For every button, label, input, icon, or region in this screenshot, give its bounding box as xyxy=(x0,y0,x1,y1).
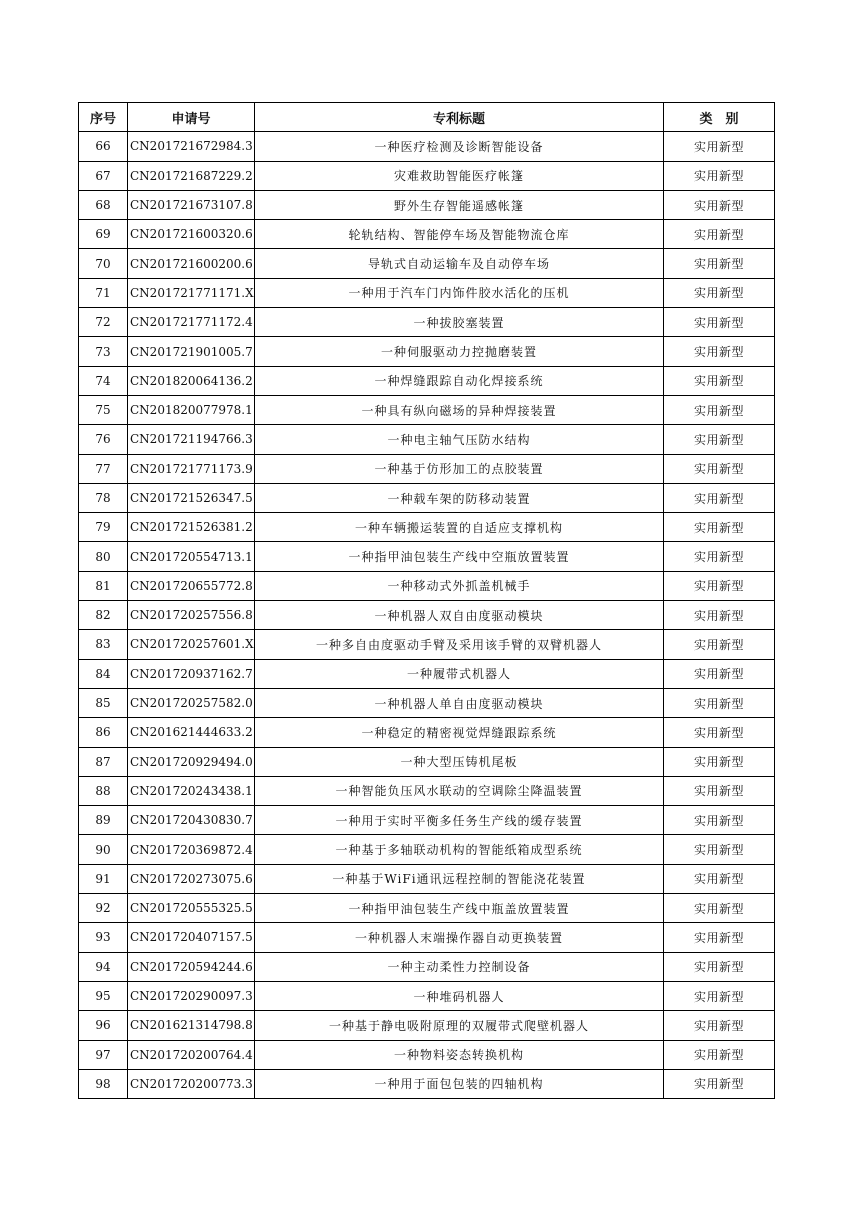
cell-serial-number: 87 xyxy=(79,747,128,776)
cell-patent-title: 一种车辆搬运装置的自适应支撑机构 xyxy=(255,513,664,542)
cell-serial-number: 85 xyxy=(79,688,128,717)
cell-serial-number: 83 xyxy=(79,630,128,659)
cell-category: 实用新型 xyxy=(664,659,775,688)
cell-application-number: CN201721600320.6 xyxy=(128,220,255,249)
cell-application-number: CN201721672984.3 xyxy=(128,132,255,161)
cell-application-number: CN201720257556.8 xyxy=(128,601,255,630)
table-row xyxy=(79,220,775,249)
cell-patent-title: 一种稳定的精密视觉焊缝跟踪系统 xyxy=(255,718,664,747)
cell-serial-number: 82 xyxy=(79,601,128,630)
cell-patent-title: 一种医疗检测及诊断智能设备 xyxy=(255,132,664,161)
header-serial-number: 序号 xyxy=(79,103,128,132)
cell-serial-number: 76 xyxy=(79,425,128,454)
cell-category: 实用新型 xyxy=(664,776,775,805)
cell-application-number: CN201720200773.3 xyxy=(128,1069,255,1098)
table-row xyxy=(79,747,775,776)
table-row xyxy=(79,161,775,190)
cell-patent-title: 一种智能负压风水联动的空调除尘降温装置 xyxy=(255,776,664,805)
cell-application-number: CN201721901005.7 xyxy=(128,337,255,366)
cell-category: 实用新型 xyxy=(664,132,775,161)
cell-category: 实用新型 xyxy=(664,630,775,659)
cell-application-number: CN201720243438.1 xyxy=(128,776,255,805)
cell-application-number: CN201721600200.6 xyxy=(128,249,255,278)
cell-application-number: CN201720290097.3 xyxy=(128,981,255,1010)
cell-patent-title: 一种指甲油包装生产线中瓶盖放置装置 xyxy=(255,894,664,923)
cell-application-number: CN201721771173.9 xyxy=(128,454,255,483)
patent-table xyxy=(78,102,775,1099)
cell-category: 实用新型 xyxy=(664,1040,775,1069)
cell-application-number: CN201720369872.4 xyxy=(128,835,255,864)
table-row xyxy=(79,308,775,337)
cell-category: 实用新型 xyxy=(664,688,775,717)
cell-serial-number: 73 xyxy=(79,337,128,366)
cell-application-number: CN201720430830.7 xyxy=(128,806,255,835)
table-row xyxy=(79,835,775,864)
cell-serial-number: 70 xyxy=(79,249,128,278)
cell-patent-title: 一种伺服驱动力控抛磨装置 xyxy=(255,337,664,366)
cell-application-number: CN201720555325.5 xyxy=(128,894,255,923)
cell-patent-title: 导轨式自动运输车及自动停车场 xyxy=(255,249,664,278)
cell-serial-number: 92 xyxy=(79,894,128,923)
cell-patent-title: 一种具有纵向磁场的异种焊接装置 xyxy=(255,395,664,424)
table-row xyxy=(79,395,775,424)
cell-patent-title: 一种基于WiFi通讯远程控制的智能浇花装置 xyxy=(255,864,664,893)
cell-application-number: CN201621444633.2 xyxy=(128,718,255,747)
cell-application-number: CN201720257601.X xyxy=(128,630,255,659)
cell-category: 实用新型 xyxy=(664,395,775,424)
table-row xyxy=(79,1069,775,1098)
cell-patent-title: 一种用于汽车门内饰件胶水活化的压机 xyxy=(255,278,664,307)
cell-patent-title: 一种履带式机器人 xyxy=(255,659,664,688)
cell-serial-number: 75 xyxy=(79,395,128,424)
cell-category: 实用新型 xyxy=(664,1011,775,1040)
table-row xyxy=(79,571,775,600)
table-row xyxy=(79,132,775,161)
table-row xyxy=(79,718,775,747)
table-row xyxy=(79,776,775,805)
table-row xyxy=(79,425,775,454)
table-row xyxy=(79,864,775,893)
cell-category: 实用新型 xyxy=(664,513,775,542)
cell-serial-number: 80 xyxy=(79,542,128,571)
cell-application-number: CN201721673107.8 xyxy=(128,190,255,219)
cell-patent-title: 一种主动柔性力控制设备 xyxy=(255,952,664,981)
cell-serial-number: 68 xyxy=(79,190,128,219)
cell-application-number: CN201720554713.1 xyxy=(128,542,255,571)
cell-application-number: CN201820064136.2 xyxy=(128,366,255,395)
cell-category: 实用新型 xyxy=(664,425,775,454)
table-row xyxy=(79,190,775,219)
cell-serial-number: 72 xyxy=(79,308,128,337)
cell-patent-title: 一种机器人单自由度驱动模块 xyxy=(255,688,664,717)
table-row xyxy=(79,688,775,717)
cell-patent-title: 一种机器人末端操作器自动更换装置 xyxy=(255,923,664,952)
cell-category: 实用新型 xyxy=(664,278,775,307)
cell-application-number: CN201720655772.8 xyxy=(128,571,255,600)
cell-application-number: CN201720929494.0 xyxy=(128,747,255,776)
table-row xyxy=(79,894,775,923)
cell-patent-title: 一种指甲油包装生产线中空瓶放置装置 xyxy=(255,542,664,571)
cell-category: 实用新型 xyxy=(664,220,775,249)
cell-category: 实用新型 xyxy=(664,806,775,835)
cell-application-number: CN201720594244.6 xyxy=(128,952,255,981)
table-row xyxy=(79,513,775,542)
cell-serial-number: 96 xyxy=(79,1011,128,1040)
cell-category: 实用新型 xyxy=(664,952,775,981)
cell-patent-title: 一种移动式外抓盖机械手 xyxy=(255,571,664,600)
cell-patent-title: 一种电主轴气压防水结构 xyxy=(255,425,664,454)
cell-patent-title: 轮轨结构、智能停车场及智能物流仓库 xyxy=(255,220,664,249)
cell-application-number: CN201720407157.5 xyxy=(128,923,255,952)
cell-category: 实用新型 xyxy=(664,366,775,395)
cell-category: 实用新型 xyxy=(664,835,775,864)
cell-application-number: CN201721687229.2 xyxy=(128,161,255,190)
cell-serial-number: 90 xyxy=(79,835,128,864)
cell-patent-title: 野外生存智能遥感帐篷 xyxy=(255,190,664,219)
cell-serial-number: 94 xyxy=(79,952,128,981)
cell-application-number: CN201720200764.4 xyxy=(128,1040,255,1069)
cell-category: 实用新型 xyxy=(664,601,775,630)
cell-application-number: CN201721771171.X xyxy=(128,278,255,307)
table-row xyxy=(79,952,775,981)
cell-patent-title: 一种基于静电吸附原理的双履带式爬壁机器人 xyxy=(255,1011,664,1040)
cell-serial-number: 66 xyxy=(79,132,128,161)
cell-serial-number: 84 xyxy=(79,659,128,688)
cell-category: 实用新型 xyxy=(664,981,775,1010)
cell-application-number: CN201721771172.4 xyxy=(128,308,255,337)
cell-category: 实用新型 xyxy=(664,249,775,278)
cell-category: 实用新型 xyxy=(664,542,775,571)
cell-category: 实用新型 xyxy=(664,1069,775,1098)
cell-patent-title: 一种机器人双自由度驱动模块 xyxy=(255,601,664,630)
cell-application-number: CN201621314798.8 xyxy=(128,1011,255,1040)
cell-category: 实用新型 xyxy=(664,894,775,923)
table-row xyxy=(79,278,775,307)
cell-category: 实用新型 xyxy=(664,571,775,600)
table-row xyxy=(79,337,775,366)
cell-serial-number: 74 xyxy=(79,366,128,395)
cell-application-number: CN201720273075.6 xyxy=(128,864,255,893)
header-category: 类 别 xyxy=(664,103,775,132)
table-row xyxy=(79,601,775,630)
cell-serial-number: 88 xyxy=(79,776,128,805)
cell-category: 实用新型 xyxy=(664,308,775,337)
cell-patent-title: 灾难救助智能医疗帐篷 xyxy=(255,161,664,190)
table-row xyxy=(79,1040,775,1069)
cell-patent-title: 一种载车架的防移动装置 xyxy=(255,483,664,512)
cell-category: 实用新型 xyxy=(664,483,775,512)
table-row xyxy=(79,923,775,952)
table-row xyxy=(79,366,775,395)
cell-category: 实用新型 xyxy=(664,864,775,893)
cell-category: 实用新型 xyxy=(664,718,775,747)
cell-serial-number: 69 xyxy=(79,220,128,249)
header-application-number: 申请号 xyxy=(128,103,255,132)
table-row xyxy=(79,659,775,688)
cell-serial-number: 97 xyxy=(79,1040,128,1069)
cell-category: 实用新型 xyxy=(664,923,775,952)
table-row xyxy=(79,806,775,835)
cell-category: 实用新型 xyxy=(664,161,775,190)
cell-serial-number: 78 xyxy=(79,483,128,512)
cell-serial-number: 93 xyxy=(79,923,128,952)
table-row xyxy=(79,483,775,512)
cell-category: 实用新型 xyxy=(664,190,775,219)
cell-application-number: CN201820077978.1 xyxy=(128,395,255,424)
cell-serial-number: 81 xyxy=(79,571,128,600)
cell-application-number: CN201721194766.3 xyxy=(128,425,255,454)
cell-serial-number: 71 xyxy=(79,278,128,307)
cell-serial-number: 67 xyxy=(79,161,128,190)
cell-patent-title: 一种焊缝跟踪自动化焊接系统 xyxy=(255,366,664,395)
cell-serial-number: 77 xyxy=(79,454,128,483)
cell-patent-title: 一种拔胶塞装置 xyxy=(255,308,664,337)
cell-patent-title: 一种堆码机器人 xyxy=(255,981,664,1010)
cell-serial-number: 98 xyxy=(79,1069,128,1098)
cell-serial-number: 91 xyxy=(79,864,128,893)
cell-serial-number: 86 xyxy=(79,718,128,747)
table-row xyxy=(79,249,775,278)
cell-patent-title: 一种用于面包包装的四轴机构 xyxy=(255,1069,664,1098)
cell-serial-number: 89 xyxy=(79,806,128,835)
cell-serial-number: 95 xyxy=(79,981,128,1010)
table-row xyxy=(79,542,775,571)
cell-patent-title: 一种物料姿态转换机构 xyxy=(255,1040,664,1069)
table-row xyxy=(79,981,775,1010)
cell-category: 实用新型 xyxy=(664,454,775,483)
cell-patent-title: 一种大型压铸机尾板 xyxy=(255,747,664,776)
cell-serial-number: 79 xyxy=(79,513,128,542)
cell-category: 实用新型 xyxy=(664,747,775,776)
cell-application-number: CN201720257582.0 xyxy=(128,688,255,717)
cell-patent-title: 一种多自由度驱动手臂及采用该手臂的双臂机器人 xyxy=(255,630,664,659)
cell-application-number: CN201721526347.5 xyxy=(128,483,255,512)
cell-category: 实用新型 xyxy=(664,337,775,366)
cell-application-number: CN201720937162.7 xyxy=(128,659,255,688)
cell-application-number: CN201721526381.2 xyxy=(128,513,255,542)
cell-patent-title: 一种基于多轴联动机构的智能纸箱成型系统 xyxy=(255,835,664,864)
header-patent-title: 专利标题 xyxy=(255,103,664,132)
cell-patent-title: 一种基于仿形加工的点胶装置 xyxy=(255,454,664,483)
cell-patent-title: 一种用于实时平衡多任务生产线的缓存装置 xyxy=(255,806,664,835)
table-row xyxy=(79,630,775,659)
table-header-row xyxy=(79,103,775,132)
table-body xyxy=(79,132,775,1099)
table-row xyxy=(79,454,775,483)
table-row xyxy=(79,1011,775,1040)
